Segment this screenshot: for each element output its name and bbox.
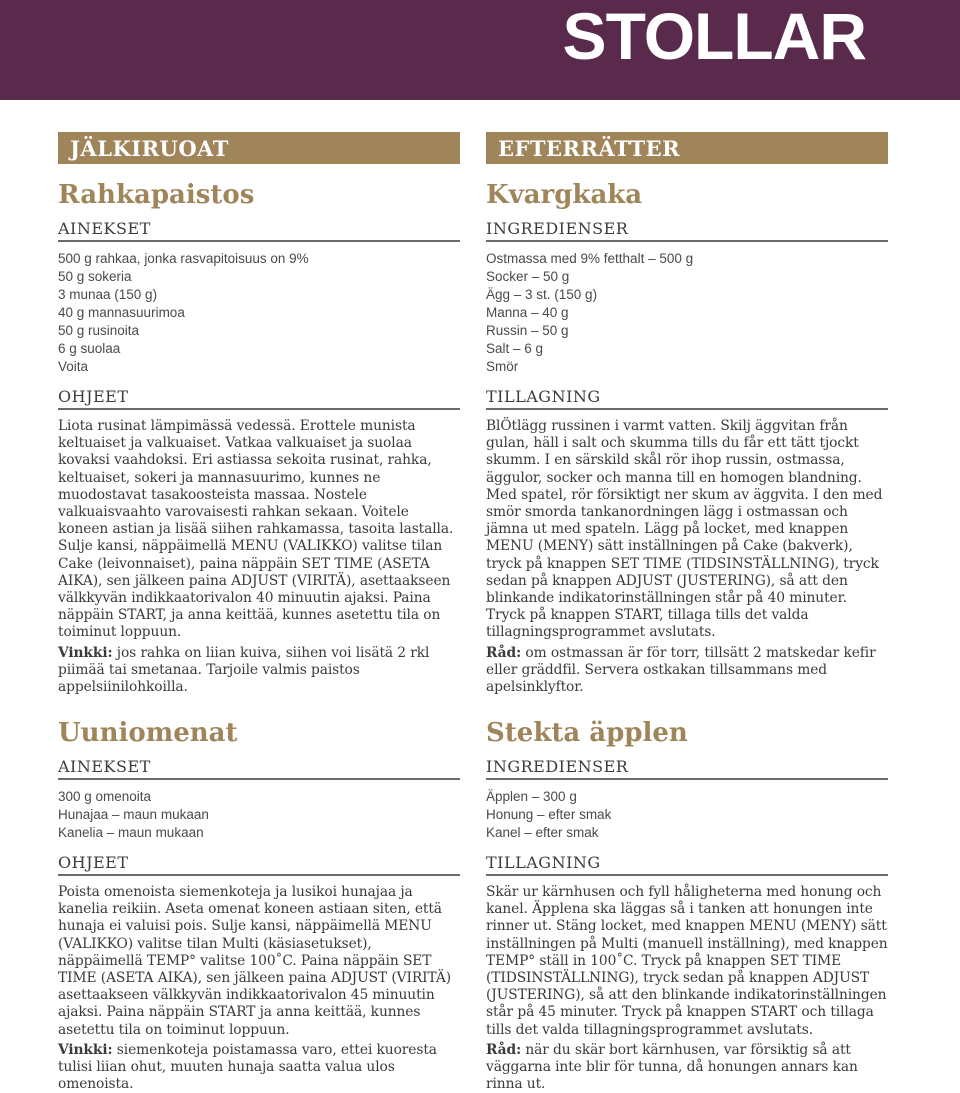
tip-label: Råd:	[486, 644, 522, 661]
instructions-heading: TILLAGNING	[486, 853, 888, 876]
instructions-heading: OHJEET	[58, 387, 460, 410]
ingredient-item: Kanel – efter smak	[486, 825, 599, 840]
ingredient-item: Manna – 40 g	[486, 305, 569, 320]
instructions-paragraph: BlÖtlägg russinen i varmt vatten. Skilj äggvitan från gulan, häll i salt och skumma tills du får ett tätt tjockt skumm. I en särskild skål rör ihop russin, ostmassa, äggulor, socker och manna till en homogen blandning. Med spatel, rör försiktigt ner skum av äggvita. I den med smör smorda tankanordningen lägg i ostmassan och jämna ut med spateln. Lägg på locket, med knappen MENU (MENY) sätt inställningen på Cake (bakverk), tryck på knappen SET TIME (TIDSINSTÄLLNING), tryck sedan på knappen ADJUST (JUSTERING), så att den blinkande indikatorinställningen står på 40 minuter. Tryck på knappen START, tillaga tills det valda tillagningsprogrammet avslutats.	[486, 418, 883, 641]
ingredient-item: Hunajaa – maun mukaan	[58, 807, 209, 822]
left-column	[58, 132, 460, 1093]
ingredient-item: Socker – 50 g	[486, 269, 570, 284]
header-banner	[0, 0, 960, 100]
ingredients-heading: AINEKSET	[58, 757, 460, 780]
ingredient-item: Honung – efter smak	[486, 807, 612, 822]
ingredients-heading: INGREDIENSER	[486, 219, 888, 242]
tip-text: när du skär bort kärnhusen, var försiktig så att väggarna inte blir för tunna, då honungen annars kan rinna ut.	[486, 1041, 858, 1093]
ingredient-item: Äpplen – 300 g	[486, 789, 577, 804]
instructions-text	[58, 884, 460, 1093]
tip-paragraph	[486, 1042, 888, 1093]
tip-text: om ostmassan är för torr, tillsätt 2 matskedar kefir eller gräddfil. Servera ostkakan tillsammans med apelsinklyftor.	[486, 644, 876, 696]
section-header: JÄLKIRUOAT	[58, 132, 460, 164]
ingredients-list	[58, 788, 460, 842]
right-column	[486, 132, 888, 1093]
tip-text: jos rahka on liian kuiva, siihen voi lisätä 2 rkl piimää tai smetanaa. Tarjoile valmis paistos appelsiinilohkoilla.	[58, 644, 430, 696]
ingredient-item: Salt – 6 g	[486, 341, 544, 356]
ingredient-item: 50 g rusinoita	[58, 323, 140, 338]
section-header: EFTERRÄTTER	[486, 132, 888, 164]
ingredient-item: Ägg – 3 st. (150 g)	[486, 287, 598, 302]
brand-logo: STOLLAR	[562, 0, 866, 73]
ingredient-item: 6 g suolaa	[58, 341, 121, 356]
tip-paragraph	[486, 645, 888, 697]
tip-label: Råd:	[486, 1041, 522, 1058]
ingredients-list	[486, 788, 888, 842]
ingredients-list	[58, 250, 460, 376]
instructions-heading: TILLAGNING	[486, 387, 888, 410]
instructions-heading: OHJEET	[58, 853, 460, 876]
ingredient-item: 50 g sokeria	[58, 269, 132, 284]
recipe	[486, 718, 888, 1093]
instructions-paragraph: Poista omenoista siemenkoteja ja lusikoi hunajaa ja kanelia reikiin. Aseta omenat koneen astiaan siten, että hunaja ei valuisi pois. Sulje kansi, näppäimellä MENU (VALIKKO) valitse tilan Multi (käsiasetukset), näppäimellä TEMP° valitse 100˚C. Paina näppäin SET TIME (ASETA AIKA), sen jälkeen paina ADJUST (VIRITÄ) asettaakseen välkkyvän indikkaatorivalon 45 minuutin ajaksi. Paina näppäin START ja anna keittää, kunnes asetettu tila on toiminut loppuun.	[58, 884, 451, 1038]
ingredient-item: Smör	[486, 359, 519, 374]
recipe-title: Rahkapaistos	[58, 180, 255, 210]
ingredient-item: Russin – 50 g	[486, 323, 569, 338]
tip-label: Vinkki:	[58, 1041, 113, 1058]
recipe	[58, 718, 460, 1093]
ingredient-item: Voita	[58, 359, 89, 374]
ingredients-heading: INGREDIENSER	[486, 757, 888, 780]
tip-text: siemenkoteja poistamassa varo, ettei kuoresta tulisi liian ohut, muuten hunaja saatta valua ulos omenoista.	[58, 1041, 437, 1093]
recipe-title: Stekta äpplen	[486, 718, 688, 748]
ingredient-item: 300 g omenoita	[58, 789, 152, 804]
tip-label: Vinkki:	[58, 644, 113, 661]
instructions-text	[486, 884, 888, 1093]
ingredients-heading: AINEKSET	[58, 219, 460, 242]
recipe-title: Uuniomenat	[58, 718, 238, 748]
ingredient-item: 40 g mannasuurimoa	[58, 305, 185, 320]
ingredient-item: 500 g rahkaa, jonka rasvapitoisuus on 9%	[58, 251, 309, 266]
tip-paragraph	[58, 645, 460, 697]
recipe	[486, 180, 888, 696]
instructions-paragraph: Liota rusinat lämpimässä vedessä. Erottele munista keltuaiset ja valkuaiset. Vatkaa valkuaiset ja suolaa kovaksi vaahdoksi. Eri astiassa sekoita rusinat, rahka, keltuaiset, sokeri ja mannasuurimo, kunnes ne muodostavat tasakoosteista massaa. Nostele valkuaisvaahto varovaisesti rahkan sekaan. Voitele koneen astian ja lisää siihen rahkamassa, tasoita lastalla. Sulje kansi, näppäimellä MENU (VALIKKO) valitse tilan Cake (leivonnaiset), paina näppäin SET TIME (ASETA AIKA), sen jälkeen paina ADJUST (VIRITÄ), asettaakseen välkkyvän indikkaatorivalon 40 minuutin ajaksi. Paina näppäin START, ja anna keittää, kunnes asetettu tila on toiminut loppuun.	[58, 418, 454, 641]
ingredients-list	[486, 250, 888, 376]
ingredient-item: Ostmassa med 9% fetthalt – 500 g	[486, 251, 694, 266]
recipe-title: Kvargkaka	[486, 180, 643, 210]
instructions-text	[486, 418, 888, 696]
instructions-text	[58, 418, 460, 696]
ingredient-item: Kanelia – maun mukaan	[58, 825, 204, 840]
instructions-paragraph: Skär ur kärnhusen och fyll håligheterna med honung och kanel. Äpplena ska läggas så i tanken att honungen inte rinner ut. Stäng locket, med knappen MENU (MENY) sätt inställningen på Multi (manuell inställning), med knappen TEMP° ställ in 100˚C. Tryck på knappen SET TIME (TIDSINSTÄLLNING), tryck sedan på knappen ADJUST (JUSTERING), så att den blinkande indikatorinställningen står på 45 minuter. Tryck på knappen START och tillaga tills det valda tillagningsprogrammet avslutats.	[486, 884, 888, 1038]
recipe	[58, 180, 460, 696]
ingredient-item: 3 munaa (150 g)	[58, 287, 158, 302]
tip-paragraph	[58, 1042, 460, 1093]
